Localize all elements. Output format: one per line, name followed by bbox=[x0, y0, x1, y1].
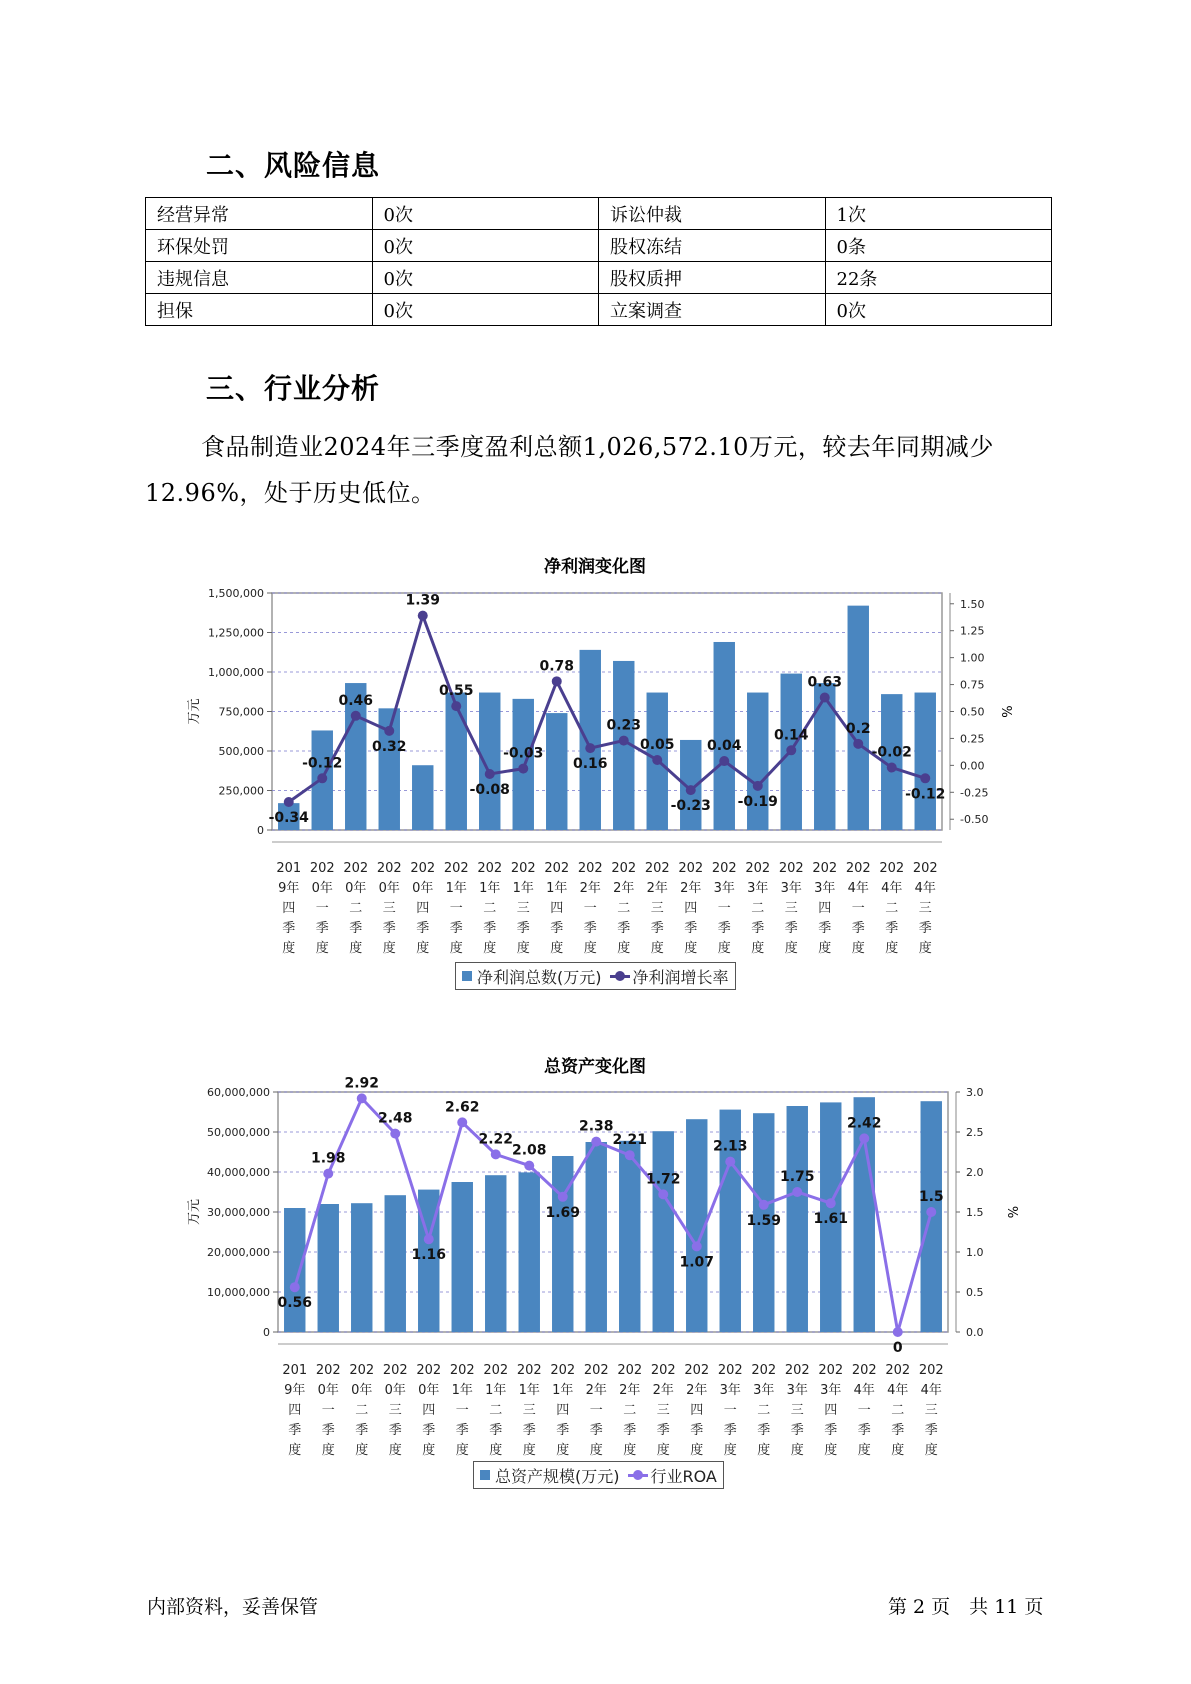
y2-tick-label: 3.0 bbox=[966, 1086, 984, 1099]
y2-tick-label: 0.0 bbox=[966, 1326, 984, 1339]
bar-legend-swatch bbox=[462, 971, 472, 981]
y-tick-label: 1,500,000 bbox=[208, 587, 264, 600]
line-point bbox=[792, 1187, 802, 1197]
y-tick-label: 1,000,000 bbox=[208, 666, 264, 679]
line-point bbox=[753, 781, 763, 791]
table-row bbox=[146, 262, 1052, 294]
table-row bbox=[146, 198, 1052, 230]
data-label: 1.39 bbox=[405, 592, 441, 609]
table-label-cell: 担保 bbox=[146, 294, 373, 326]
line-point bbox=[887, 763, 897, 773]
line-point bbox=[619, 736, 629, 746]
y-tick-label: 20,000,000 bbox=[207, 1246, 270, 1259]
line-point bbox=[591, 1137, 601, 1147]
line-point bbox=[820, 692, 830, 702]
data-label: 1.61 bbox=[813, 1211, 849, 1228]
data-label: 0.14 bbox=[773, 727, 809, 744]
x-tick-label: 201 9年四季度 bbox=[276, 861, 302, 956]
x-tick-label: 202 0年二季度 bbox=[349, 1363, 375, 1458]
line-point bbox=[424, 1234, 434, 1244]
data-label: 0 bbox=[892, 1340, 903, 1356]
y-tick-label: 750,000 bbox=[218, 705, 264, 719]
line-point bbox=[920, 773, 930, 783]
data-label: 0.16 bbox=[572, 756, 608, 773]
line-point bbox=[457, 1117, 467, 1127]
data-label: 2.21 bbox=[612, 1132, 648, 1149]
net-profit-chart-title: 净利润变化图 bbox=[544, 557, 646, 577]
bar bbox=[519, 1172, 540, 1332]
y2-axis-title: % bbox=[1007, 1205, 1022, 1219]
data-label: 1.16 bbox=[411, 1247, 447, 1264]
y2-tick-label: 1.50 bbox=[960, 597, 985, 611]
x-tick-label: 202 1年二季度 bbox=[483, 1363, 509, 1458]
x-tick-label: 202 1年一季度 bbox=[449, 1363, 475, 1458]
bar bbox=[814, 683, 835, 830]
x-tick-label: 202 0年四季度 bbox=[410, 861, 436, 956]
bar bbox=[854, 1097, 875, 1332]
data-label: 1.5 bbox=[918, 1189, 944, 1205]
y-tick-label: 500,000 bbox=[218, 745, 264, 758]
line-point bbox=[725, 1157, 735, 1167]
total-assets-chart bbox=[180, 1075, 1040, 1458]
y2-tick-label: 1.00 bbox=[960, 651, 985, 665]
data-label: -0.12 bbox=[905, 786, 946, 803]
bar bbox=[845, 606, 871, 830]
x-tick-label: 202 1年三季度 bbox=[510, 861, 536, 956]
table-value-cell: 22条 bbox=[825, 262, 1052, 294]
line-point bbox=[491, 1149, 501, 1159]
y-tick-label: 60,000,000 bbox=[207, 1086, 270, 1099]
x-tick-label: 202 2年三季度 bbox=[644, 861, 670, 956]
bar bbox=[787, 1106, 808, 1332]
line-point bbox=[384, 726, 394, 736]
x-tick-label: 202 4年二季度 bbox=[885, 1363, 911, 1458]
data-label: 0.2 bbox=[845, 720, 871, 737]
legend-line-label: 行业ROA bbox=[650, 1466, 717, 1486]
table-value-cell: 0次 bbox=[372, 294, 599, 326]
x-tick-label: 202 2年二季度 bbox=[611, 861, 637, 956]
y2-tick-label: 1.0 bbox=[966, 1246, 984, 1259]
x-tick-label: 202 2年二季度 bbox=[617, 1363, 643, 1458]
x-tick-label: 202 3年三季度 bbox=[784, 1363, 810, 1458]
line-point bbox=[351, 711, 361, 721]
bar bbox=[485, 1175, 506, 1332]
data-label: 2.62 bbox=[444, 1099, 480, 1116]
x-tick-label: 202 4年三季度 bbox=[912, 861, 938, 956]
y-tick-label: 50,000,000 bbox=[207, 1126, 270, 1139]
data-label: 0.23 bbox=[606, 717, 642, 734]
table-label-cell: 立案调查 bbox=[599, 294, 826, 326]
data-label: 1.98 bbox=[310, 1150, 346, 1167]
table-value-cell: 0条 bbox=[825, 230, 1052, 262]
y-tick-label: 0 bbox=[257, 824, 264, 837]
line-point bbox=[658, 1189, 668, 1199]
x-tick-label: 202 1年四季度 bbox=[550, 1363, 576, 1458]
line-point bbox=[524, 1161, 534, 1171]
x-tick-label: 202 4年一季度 bbox=[845, 861, 871, 956]
y2-tick-label: 0.75 bbox=[960, 678, 985, 692]
data-label: -0.12 bbox=[302, 755, 343, 772]
x-tick-label: 202 0年一季度 bbox=[315, 1363, 341, 1458]
y-tick-label: 0 bbox=[263, 1326, 270, 1339]
line-point bbox=[826, 1198, 836, 1208]
x-tick-label: 202 2年四季度 bbox=[684, 1363, 710, 1458]
data-label: 0.63 bbox=[807, 674, 843, 691]
y-tick-label: 30,000,000 bbox=[207, 1206, 270, 1219]
data-label: 0.32 bbox=[371, 738, 407, 755]
table-label-cell: 股权质押 bbox=[599, 262, 826, 294]
x-tick-label: 202 2年一季度 bbox=[583, 1363, 609, 1458]
table-label-cell: 诉讼仲裁 bbox=[599, 198, 826, 230]
line-point bbox=[652, 755, 662, 765]
bar bbox=[653, 1131, 674, 1332]
y2-tick-label: 2.0 bbox=[966, 1166, 984, 1179]
data-label: 0.04 bbox=[706, 738, 742, 755]
line-point bbox=[323, 1169, 333, 1179]
x-tick-label: 201 9年四季度 bbox=[282, 1363, 308, 1458]
data-label: 0.55 bbox=[438, 683, 474, 700]
line-point bbox=[692, 1241, 702, 1251]
y2-tick-label: 0.5 bbox=[966, 1286, 984, 1299]
y-axis-title: 万元 bbox=[187, 698, 202, 725]
net-profit-legend bbox=[455, 962, 736, 990]
line-point bbox=[390, 1129, 400, 1139]
table-label-cell: 环保处罚 bbox=[146, 230, 373, 262]
net-profit-chart bbox=[180, 580, 1040, 956]
y2-tick-label: -0.25 bbox=[960, 786, 989, 800]
data-label: 2.48 bbox=[377, 1110, 413, 1127]
x-tick-label: 202 2年一季度 bbox=[577, 861, 603, 956]
table-row bbox=[146, 230, 1052, 262]
data-label: 2.13 bbox=[712, 1138, 748, 1155]
table-label-cell: 违规信息 bbox=[146, 262, 373, 294]
line-legend-swatch bbox=[628, 1470, 648, 1480]
bar bbox=[318, 1204, 339, 1332]
y-tick-label: 250,000 bbox=[218, 784, 264, 798]
x-tick-label: 202 3年一季度 bbox=[711, 861, 737, 956]
risk-section-heading: 二、风险信息 bbox=[206, 149, 381, 182]
data-label: 0.46 bbox=[338, 692, 374, 709]
line-point bbox=[625, 1150, 635, 1160]
line-point bbox=[859, 1133, 869, 1143]
data-label: 2.92 bbox=[344, 1075, 380, 1092]
y-tick-label: 40,000,000 bbox=[207, 1166, 270, 1179]
table-value-cell: 0次 bbox=[372, 230, 599, 262]
x-tick-label: 202 3年四季度 bbox=[818, 1363, 844, 1458]
bar bbox=[714, 642, 735, 830]
industry-section-heading: 三、行业分析 bbox=[206, 372, 381, 405]
x-tick-label: 202 1年三季度 bbox=[516, 1363, 542, 1458]
data-label: 2.38 bbox=[578, 1118, 614, 1135]
data-label: 1.59 bbox=[746, 1212, 782, 1229]
x-tick-label: 202 3年二季度 bbox=[745, 861, 771, 956]
line-point bbox=[552, 676, 562, 686]
data-label: -0.02 bbox=[871, 744, 912, 761]
x-tick-label: 202 2年三季度 bbox=[650, 1363, 676, 1458]
line-point bbox=[686, 785, 696, 795]
bar bbox=[586, 1142, 607, 1332]
bar bbox=[915, 693, 936, 830]
data-label: 2.22 bbox=[478, 1131, 514, 1148]
data-label: 2.42 bbox=[846, 1115, 882, 1132]
y2-tick-label: 1.25 bbox=[960, 624, 985, 638]
line-point bbox=[485, 769, 495, 779]
y-tick-label: 1,250,000 bbox=[208, 626, 264, 640]
bar-legend-swatch bbox=[480, 1470, 490, 1480]
y-tick-label: 10,000,000 bbox=[207, 1286, 270, 1299]
x-tick-label: 202 0年四季度 bbox=[416, 1363, 442, 1458]
x-tick-label: 202 1年一季度 bbox=[443, 861, 469, 956]
x-tick-label: 202 4年二季度 bbox=[879, 861, 905, 956]
data-label: -0.08 bbox=[469, 781, 510, 798]
data-label: 1.72 bbox=[645, 1171, 681, 1188]
table-value-cell: 0次 bbox=[825, 294, 1052, 326]
bar bbox=[580, 650, 601, 830]
line-point bbox=[893, 1327, 903, 1337]
data-label: -0.03 bbox=[503, 745, 544, 762]
line-point bbox=[518, 764, 528, 774]
legend-bar-label: 净利润总数(万元) bbox=[477, 967, 602, 987]
footer-confidential-note: 内部资料，妥善保管 bbox=[147, 1596, 319, 1618]
line-point bbox=[558, 1192, 568, 1202]
risk-info-table bbox=[145, 197, 1052, 326]
data-label: 1.69 bbox=[545, 1204, 581, 1221]
table-label-cell: 股权冻结 bbox=[599, 230, 826, 262]
line-point bbox=[418, 611, 428, 621]
line-point bbox=[759, 1200, 769, 1210]
x-tick-label: 202 2年四季度 bbox=[678, 861, 704, 956]
line-point bbox=[317, 773, 327, 783]
table-value-cell: 1次 bbox=[825, 198, 1052, 230]
line-legend-swatch bbox=[610, 971, 630, 981]
data-label: 0.78 bbox=[539, 658, 575, 675]
table-value-cell: 0次 bbox=[372, 198, 599, 230]
bar bbox=[385, 1195, 406, 1332]
line-point bbox=[853, 739, 863, 749]
x-tick-label: 202 0年三季度 bbox=[382, 1363, 408, 1458]
legend-line-label: 净利润增长率 bbox=[632, 967, 729, 987]
y2-tick-label: 0.50 bbox=[960, 705, 985, 719]
x-tick-label: 202 3年一季度 bbox=[717, 1363, 743, 1458]
bar bbox=[284, 1208, 305, 1332]
x-tick-label: 202 1年二季度 bbox=[477, 861, 503, 956]
y2-tick-label: 2.5 bbox=[966, 1126, 984, 1139]
x-tick-label: 202 3年三季度 bbox=[778, 861, 804, 956]
y2-tick-label: 0.25 bbox=[960, 732, 985, 746]
line-point bbox=[585, 743, 595, 753]
data-label: 1.75 bbox=[779, 1169, 815, 1185]
bar bbox=[412, 765, 433, 830]
data-label: -0.23 bbox=[670, 798, 711, 815]
line-point bbox=[786, 745, 796, 755]
line-point bbox=[926, 1207, 936, 1217]
y2-tick-label: -0.50 bbox=[960, 813, 989, 827]
line-point bbox=[284, 797, 294, 807]
y2-tick-label: 1.5 bbox=[966, 1206, 984, 1219]
line-point bbox=[357, 1093, 367, 1103]
y2-axis-title: % bbox=[1001, 705, 1016, 718]
bar bbox=[619, 1141, 640, 1332]
data-label: 1.07 bbox=[679, 1254, 715, 1271]
table-row bbox=[146, 294, 1052, 326]
line-point bbox=[290, 1282, 300, 1292]
bar bbox=[546, 713, 567, 830]
line-point bbox=[451, 701, 461, 711]
x-tick-label: 202 1年四季度 bbox=[544, 861, 570, 956]
data-label: -0.19 bbox=[737, 793, 778, 810]
data-label: 0.05 bbox=[639, 736, 675, 753]
y2-tick-label: 0.00 bbox=[960, 759, 985, 773]
x-tick-label: 202 0年三季度 bbox=[376, 861, 402, 956]
table-value-cell: 0次 bbox=[372, 262, 599, 294]
x-tick-label: 202 4年一季度 bbox=[851, 1363, 877, 1458]
y-axis-title: 万元 bbox=[187, 1198, 202, 1226]
line-point bbox=[719, 756, 729, 766]
footer-page-number: 第 2 页 共 11 页 bbox=[888, 1596, 1044, 1618]
x-tick-label: 202 3年二季度 bbox=[751, 1363, 777, 1458]
data-label: 0.56 bbox=[277, 1295, 313, 1312]
bar bbox=[452, 1182, 473, 1332]
x-tick-label: 202 4年三季度 bbox=[918, 1363, 944, 1458]
data-label: -0.34 bbox=[268, 809, 309, 826]
plot-area bbox=[272, 593, 942, 830]
bar bbox=[351, 1203, 372, 1332]
x-tick-label: 202 3年四季度 bbox=[812, 861, 838, 956]
table-label-cell: 经营异常 bbox=[146, 198, 373, 230]
total-assets-legend bbox=[473, 1461, 724, 1489]
x-tick-label: 202 0年二季度 bbox=[343, 861, 369, 956]
x-tick-label: 202 0年一季度 bbox=[309, 861, 335, 956]
bar bbox=[446, 693, 467, 830]
industry-analysis-paragraph: 食品制造业2024年三季度盈利总额1,026,572.10万元，较去年同期减少12.96%，处于历史低位。 bbox=[145, 433, 994, 507]
total-assets-chart-title: 总资产变化图 bbox=[544, 1057, 646, 1077]
data-label: 2.08 bbox=[511, 1142, 547, 1159]
legend-bar-label: 总资产规模(万元) bbox=[495, 1466, 620, 1486]
